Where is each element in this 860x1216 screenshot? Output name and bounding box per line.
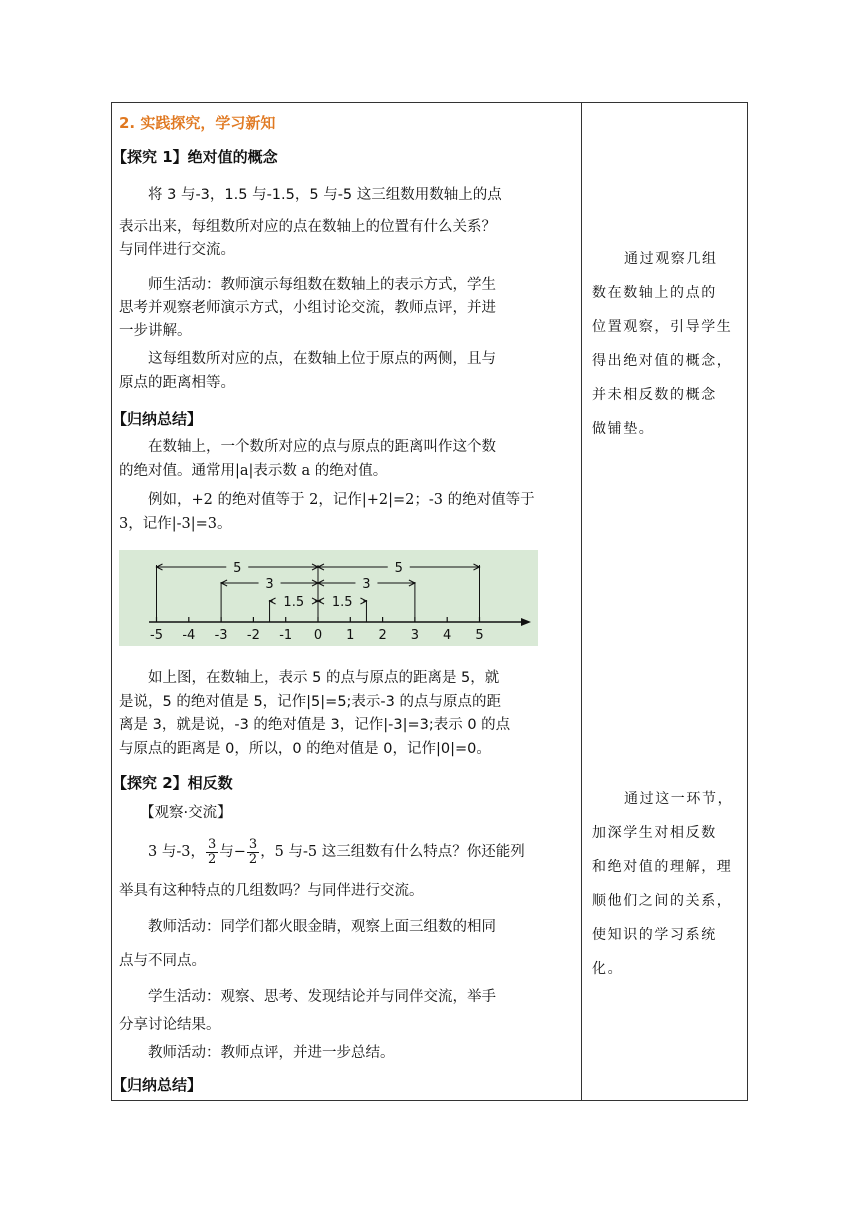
section-title: 2. 实践探究，学习新知 — [119, 114, 276, 132]
side-note2-line2: 加深学生对相反数 — [592, 825, 717, 841]
column-divider — [581, 103, 582, 1100]
explore1-para1-line3: 与同伴进行交流。 — [119, 242, 235, 258]
distance-label: 1.5 — [331, 595, 353, 610]
side-note2-line3: 和绝对值的理解，理 — [592, 859, 733, 875]
side-note1-line5: 并未相反数的概念 — [592, 387, 717, 403]
side-note1-line2: 数在数轴上的点的 — [592, 285, 717, 301]
tick-label: -1 — [279, 628, 293, 643]
tick-label: -3 — [214, 628, 228, 643]
explore1-para1-line2: 表示出来，每组数所对应的点在数轴上的位置有什么关系？ — [119, 219, 496, 235]
tick-label: -4 — [182, 628, 196, 643]
number-line-svg — [119, 550, 538, 646]
side-note1-line4: 得出绝对值的概念， — [592, 353, 733, 369]
explore2-sub: 【观察·交流】 — [140, 805, 232, 821]
side-note2-line1: 通过这一环节， — [624, 791, 734, 807]
number-line-figure — [119, 550, 538, 646]
tick-label: 2 — [378, 628, 387, 643]
lesson-table — [111, 102, 748, 1101]
side-note1-line1: 通过观察几组 — [624, 251, 718, 267]
explore2-line1-mid: 与− — [219, 844, 246, 860]
tick-label: 3 — [410, 628, 420, 643]
explore1-para3-line2: 原点的距离相等。 — [119, 375, 235, 391]
explore1-para2-line2: 思考并观察老师演示方式，小组讨论交流，教师点评，并进 — [119, 300, 496, 316]
student-line2: 分享讨论结果。 — [119, 1017, 221, 1033]
side-note1-line6: 做铺垫。 — [592, 421, 655, 437]
summary1-para1-line1: 在数轴上，一个数所对应的点与原点的距离叫作这个数 — [148, 439, 496, 455]
summary1-para2-line2: 3，记作|-3|=3。 — [119, 516, 232, 532]
distance-label: 5 — [394, 561, 403, 576]
explore1-title: 【探究 1】绝对值的概念 — [112, 148, 278, 166]
fraction-neg-3-2 — [247, 838, 259, 867]
explore2-line1 — [148, 835, 525, 869]
fraction-numerator: 3 — [207, 836, 217, 852]
distance-label: 1.5 — [283, 595, 305, 610]
explore1-para2-line3: 一步讲解。 — [119, 323, 192, 339]
tick-label: -5 — [150, 628, 163, 643]
after-figure-line2: 是说，5 的绝对值是 5，记作|5|=5;表示-3 的点与原点的距 — [119, 694, 501, 710]
fraction-denominator: 2 — [248, 851, 258, 867]
fraction-numerator: 3 — [248, 836, 258, 852]
summary1-title: 【归纳总结】 — [112, 410, 203, 428]
after-figure-line4: 与原点的距离是 0，所以，0 的绝对值是 0，记作|0|=0。 — [119, 741, 491, 757]
side-note2-line6: 化。 — [592, 961, 624, 977]
explore1-para3-line1: 这每组数所对应的点，在数轴上位于原点的两侧，且与 — [148, 351, 496, 367]
teacher2-line: 教师活动：教师点评，并进一步总结。 — [148, 1045, 395, 1061]
tick-label: 1 — [346, 628, 355, 643]
tick-label: -2 — [246, 628, 260, 643]
teacher1-line2: 点与不同点。 — [119, 953, 206, 969]
explore2-line2: 举具有这种特点的几组数吗？与同伴进行交流。 — [119, 883, 424, 899]
tick-label: 0 — [313, 628, 323, 643]
after-figure-line3: 离是 3，就是说，-3 的绝对值是 3，记作|-3|=3;表示 0 的点 — [119, 717, 511, 733]
explore2-title: 【探究 2】相反数 — [112, 774, 233, 792]
teacher1-line1: 教师活动：同学们都火眼金睛，观察上面三组数的相同 — [148, 919, 496, 935]
fraction-denominator: 2 — [207, 851, 217, 867]
distance-label: 5 — [233, 561, 242, 576]
distance-label: 3 — [362, 577, 371, 592]
explore2-line1-b: ，5 与-5 这三组数有什么特点？你还能列 — [260, 844, 525, 860]
student-line1: 学生活动：观察、思考、发现结论并与同伴交流，举手 — [148, 989, 496, 1005]
side-note2-line4: 顺他们之间的关系， — [592, 893, 733, 909]
explore1-para2-line1: 师生活动：教师演示每组数在数轴上的表示方式，学生 — [148, 277, 496, 293]
summary2-title: 【归纳总结】 — [112, 1076, 203, 1094]
fraction-3-2 — [206, 838, 218, 867]
explore2-line1-a: 3 与-3， — [148, 844, 205, 860]
distance-label: 3 — [265, 577, 274, 592]
after-figure-line1: 如上图，在数轴上，表示 5 的点与原点的距离是 5，就 — [148, 670, 500, 686]
tick-label: 4 — [443, 628, 452, 643]
summary1-para1-line2: 的绝对值。通常用|a|表示数 a 的绝对值。 — [119, 463, 388, 479]
side-note2-line5: 使知识的学习系统 — [592, 927, 717, 943]
explore1-para1-line1: 将 3 与-3，1.5 与-1.5，5 与-5 这三组数用数轴上的点 — [148, 187, 502, 203]
summary1-para2-line1: 例如，+2 的绝对值等于 2，记作|+2|=2；-3 的绝对值等于 — [148, 492, 535, 508]
side-note1-line3: 位置观察，引导学生 — [592, 319, 733, 335]
tick-label: 5 — [475, 628, 484, 643]
